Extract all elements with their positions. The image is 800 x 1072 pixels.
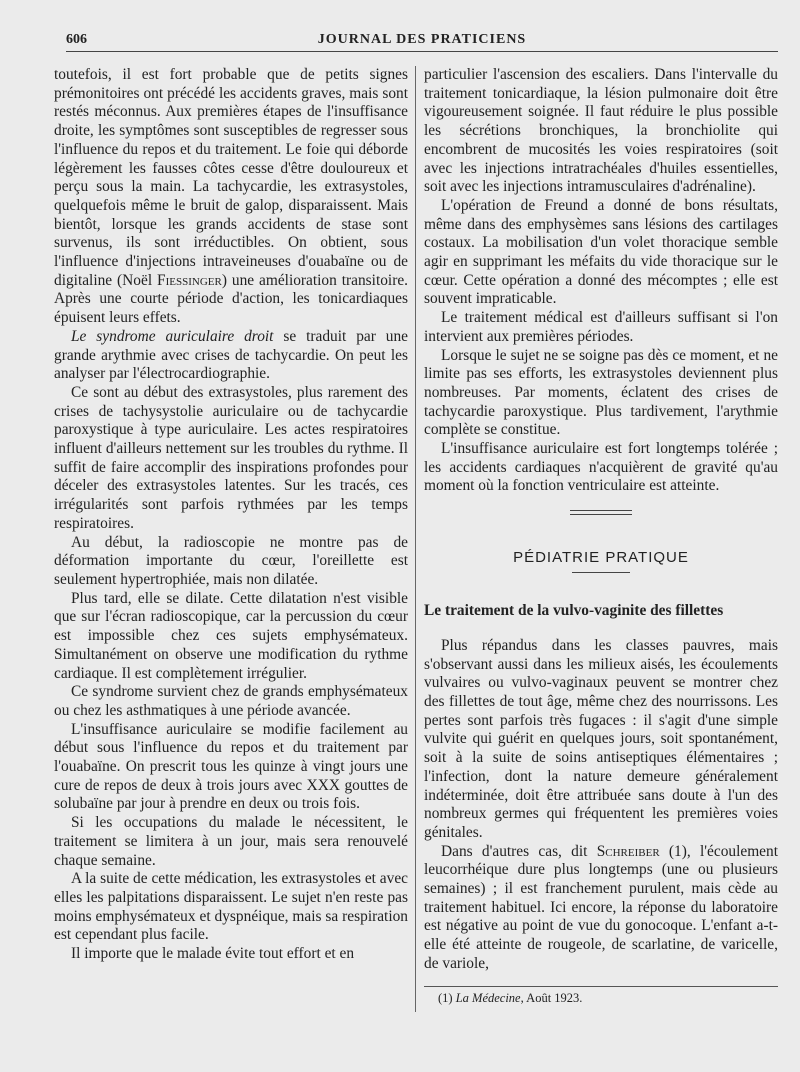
paragraph [54, 66, 408, 328]
paragraph: Lorsque le sujet ne se soigne pas dès ce moment, et ne limite pas ses efforts, les extrasystoles deviennent plus nombreuses. Par moments, éclatent des crises de tachycardie paroxystique. Plus tardivement, l'arythmie complète se constitue. [424, 346, 778, 439]
paragraph: L'insuffisance auriculaire est fort longtemps tolérée ; les accidents cardiaques n'acquièrent de gravité qu'au moment où la fonction ventriculaire est atteinte. [424, 440, 778, 495]
footnote [438, 990, 778, 1006]
paragraph: Ce syndrome survient chez de grands emphysémateux ou chez les asthmatiques à une période avancée. [54, 683, 408, 719]
paragraph: Plus répandus dans les classes pauvres, mais s'observant aussi dans les milieux aisés, les écoulements vulvaires ou vulvo-vaginaux peuvent se montrer chez des fillettes de tout âge, même chez des nourrissons. Les pertes sont parfois très fugaces : il s'agit d'une simple vulvite qui guérit en quelques jours, soit spontanément, soit à la suite de soins antiseptiques élémentaires ; l'infection, dont la nature demeure généralement indéterminée, doit être attribuée sans doute à l'un des nombreux germes qui fréquentent les premières voies génitales. [424, 636, 778, 841]
paragraph: Si les occupations du malade le nécessitent, le traitement se limitera à un jour, mais sera renouvelé chaque semaine. [54, 814, 408, 869]
right-column [424, 66, 778, 974]
paragraph-text: toutefois, il est fort probable que de petits signes prémonitoires ont précédé les accidents graves, mais sont restés méconnus. Aux premières étapes de l'insuffisance droite, les symptômes sont susceptibles de regresser sous l'influence du repos et du traitement. Le foie qui déborde légèrement les fausses côtes cesse d'être douloureux et perçu sous la main. La tachycardie, les extrasystoles, quelquefois même le bruit de galop, disparaissent. Mais bientôt, lorsque les grands accidents de stase sont survenus, ils sont irréductibles. On obtient, sous l'influence d'injections intraveineuses d'ouabaïne ou de digitaline (Noël [54, 66, 408, 289]
paragraph: Ce sont au début des extrasystoles, plus rarement des crises de tachysystolie auriculaire ou de tachycardie paroxystique à type auriculaire. Les actes respiratoires influent d'ailleurs nettement sur les troubles du rythme. Il suffit de faire accomplir des inspirations profondes pour déceler des extrasystoles latentes. Sur les tracés, ces irrégularités sont parfois rythmées par les temps respiratoires. [54, 383, 408, 532]
italic-heading: Le syndrome auriculaire droit [71, 327, 274, 345]
section-title-rule [572, 572, 630, 573]
paragraph-text: ) une amélioration transitoire. Après une courte période d'action, les tonicardiaques épuisent leurs effets. [54, 271, 408, 327]
page-number: 606 [66, 32, 87, 47]
paragraph [424, 843, 778, 974]
paragraph [54, 328, 408, 384]
paragraph: L'opération de Freund a donné de bons résultats, même dans des emphysèmes sans lésions des cartilages costaux. La mobilisation d'un volet thoracique semble agir en supprimant les méfaits du vide thoracique sur le cœur. Cette opération a donné des mécomptes ; elle est souvent impraticable. [424, 196, 778, 308]
paragraph: A la suite de cette médication, les extrasystoles et avec elles les palpitations disparaissent. Le sujet n'en reste pas moins emphysémateux et dyspnéique, mais sa respiration est cependant plus facile. [54, 870, 408, 944]
journal-title: JOURNAL DES PRATICIENS [317, 32, 527, 47]
author-name: Fiessinger [157, 271, 222, 289]
article-title: Le traitement de la vulvo-vaginite des fillettes [424, 601, 724, 619]
paragraph-text: se traduit par une grande arythmie avec crises de tachycardie. On peut les analyser par l'électrocardiographie. [54, 327, 408, 383]
paragraph: Il importe que le malade évite tout effort et en [71, 945, 355, 963]
paragraph: particulier l'ascension des escaliers. Dans l'intervalle du traitement tonicardiaque, la lésion pulmonaire doit être vigoureusement soignée. Il faut réduire le plus possible les sécrétions bronchiques, la bronchiolite qui encombrent de mucosités les voies respiratoires (soit avec les injections intratrachéales d'huiles essentielles, soit avec les injections intramusculaires d'adrénaline). [424, 66, 778, 196]
footnote-rule [424, 986, 778, 987]
footnote-marker: (1) [438, 991, 456, 1005]
left-column [54, 66, 408, 964]
header-rule [66, 51, 778, 52]
paragraph-text: (1), l'écoulement leucorrhéique dure plus longtemps (une ou plusieurs semaines) ; il est franchement purulent, mais cède au traitement habituel. Ici encore, la réponse du laboratoire est négative au point de vue du gonocoque. L'enfant a-t-elle été atteinte de rougeole, de scarlatine, de varicelle, de variole, [424, 842, 778, 972]
paragraph: Le traitement médical est d'ailleurs suffisant si l'on intervient aux premières périodes. [424, 309, 778, 345]
footnote-date: , Août 1923. [520, 991, 583, 1005]
paragraph-text: Dans d'autres cas, dit [441, 842, 597, 860]
author-name: Schreiber [596, 842, 660, 860]
column-divider [415, 66, 416, 1012]
section-separator [570, 510, 632, 515]
section-title: PÉDIATRIE PRATIQUE [513, 549, 689, 567]
paragraph: Plus tard, elle se dilate. Cette dilatation n'est visible que sur l'écran radioscopique, car la percussion du cœur est impossible chez ces sujets emphysémateux. Simultanément on observe une modification du rythme cardiaque. Il est complètement irrégulier. [54, 589, 408, 682]
paragraph: L'insuffisance auriculaire se modifie facilement au début sous l'influence du repos et du traitement par l'ouabaïne. On prescrit tous les quinze à vingt jours une cure de repos de deux à trois jours avec XXX gouttes de solubaïne par jour à prendre en deux ou trois fois. [54, 720, 408, 813]
footnote-source: La Médecine [455, 991, 521, 1005]
paragraph: Au début, la radioscopie ne montre pas de déformation importante du cœur, l'oreillette est seulement hypertrophiée, mais non dilatée. [54, 533, 408, 588]
